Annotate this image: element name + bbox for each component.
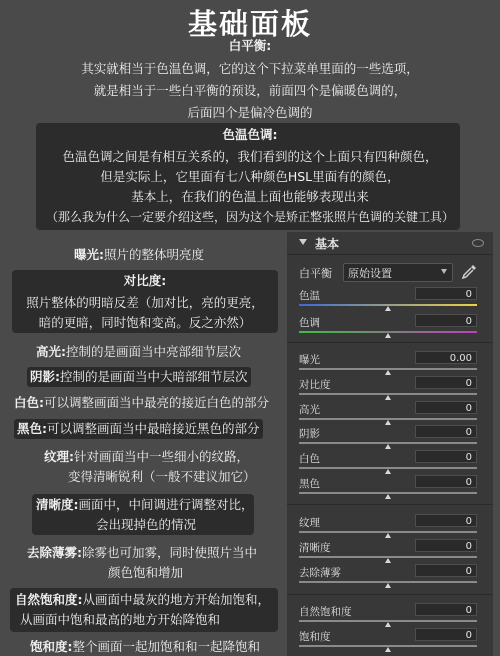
highlights-slider-thumb[interactable]	[385, 420, 391, 425]
contrast-slider-thumb[interactable]	[385, 395, 391, 400]
contrast-label: 对比度:	[123, 273, 167, 288]
texture-value-input[interactable]: 0	[415, 514, 477, 527]
whites-label: 白色:	[14, 395, 44, 410]
clarity-text: 画面中，中间调进行调整对比，	[78, 497, 254, 512]
panel-divider	[287, 342, 493, 343]
blacks-text: 可以调整画面当中最暗接近黑色的部分	[47, 421, 260, 436]
vibrance-slider-label: 自然饱和度	[299, 606, 352, 618]
highlights-value-input[interactable]: 0	[415, 401, 477, 414]
shadows-value-input[interactable]: 0	[415, 425, 477, 438]
blacks-slider-thumb[interactable]	[385, 494, 391, 499]
whites-slider-thumb[interactable]	[385, 469, 391, 474]
blacks-value-input[interactable]: 0	[415, 475, 477, 488]
vibrance-label: 自然饱和度:	[15, 592, 83, 607]
dehaze-slider-label: 去除薄雾	[299, 567, 341, 579]
clarity-value-input[interactable]: 0	[415, 539, 477, 552]
texture-slider-thumb[interactable]	[385, 533, 391, 538]
eyedropper-icon[interactable]	[459, 262, 479, 282]
shadows-slider-thumb[interactable]	[385, 444, 391, 449]
wb-line: 就是相当于一些白平衡的预设，前面四个是偏暖色调的，	[93, 83, 407, 98]
vibrance-text: 从画面中最灰的地方开始加饱和，	[82, 592, 271, 607]
vibrance-explanation	[15, 591, 270, 609]
exposure-value-input[interactable]: 0.00	[415, 351, 477, 364]
temp-tint-line: （那么我为什么一定要介绍这些，因为这个是矫正整张照片色调的关键工具）	[45, 210, 454, 224]
saturation-text: 整个画面一起加饱和和一起降饱和	[72, 639, 261, 654]
saturation-label: 饱和度:	[30, 639, 73, 654]
chevron-down-icon	[441, 269, 447, 274]
clarity-label: 清晰度:	[36, 497, 79, 512]
blacks-explanation	[14, 419, 263, 439]
wb-line: 其实就相当于色温色调，它的这个下拉菜单里面的一些选项，	[81, 61, 419, 76]
temperature-value-input[interactable]: 0	[415, 287, 477, 300]
highlights-text: 控制的是画面当中亮部细节层次	[66, 344, 242, 359]
exposure-label: 曝光:	[74, 247, 104, 262]
texture-text-2: 变得清晰锐利（一般不建议加它）	[68, 469, 256, 484]
tint-value-input[interactable]: 0	[415, 314, 477, 327]
saturation-explanation	[30, 638, 260, 656]
exposure-text: 照片的整体明亮度	[104, 247, 205, 262]
exposure-explanation	[74, 246, 204, 264]
basic-panel	[287, 232, 493, 656]
contrast-value-input[interactable]: 0	[415, 376, 477, 389]
contrast-line: 暗的更暗，同时饱和变高。反之亦然）	[38, 315, 252, 330]
clarity-slider-label: 清晰度	[299, 542, 331, 554]
texture-slider-label: 纹理	[299, 517, 320, 529]
contrast-line: 照片整体的明暗反差（加对比，亮的更亮，	[26, 295, 264, 310]
whites-text: 可以调整画面当中最亮的接近白色的部分	[44, 395, 270, 410]
temperature-slider-thumb[interactable]	[385, 306, 391, 311]
clarity-text-2: 会出现掉色的情况	[96, 517, 197, 532]
panel-divider	[287, 504, 493, 505]
highlights-explanation	[36, 343, 241, 361]
eye-icon[interactable]	[472, 239, 484, 247]
exposure-slider-label: 曝光	[299, 354, 320, 366]
shadows-explanation	[27, 367, 251, 387]
saturation-slider-label: 饱和度	[299, 631, 331, 643]
tint-slider-label: 色调	[299, 317, 320, 329]
wb-heading: 白平衡:	[228, 38, 272, 53]
shadows-text: 控制的是画面当中大暗部细节层次	[60, 369, 248, 384]
texture-explanation	[44, 448, 249, 466]
vibrance-slider-thumb[interactable]	[385, 622, 391, 627]
blacks-slider-label: 黑色	[299, 478, 320, 490]
highlights-label: 高光:	[36, 344, 66, 359]
temp-tint-line: 基本上，在我们的色温上面也能够表现出来	[131, 189, 369, 204]
dehaze-slider-thumb[interactable]	[385, 583, 391, 588]
saturation-value-input[interactable]: 0	[415, 628, 477, 641]
clarity-explanation	[36, 496, 254, 514]
vibrance-text-2: 从画面中饱和最高的地方开始降饱和	[20, 612, 221, 627]
highlights-slider-label: 高光	[299, 404, 320, 416]
dehaze-text-2: 颜色饱和增加	[108, 565, 184, 580]
wb-preset-value: 原始设置	[348, 267, 392, 280]
temperature-slider-label: 色温	[299, 290, 320, 302]
dehaze-label: 去除薄雾:	[27, 545, 82, 560]
vibrance-value-input[interactable]: 0	[415, 603, 477, 616]
texture-text: 针对画面当中一些细小的纹路，	[74, 449, 250, 464]
panel-divider	[287, 594, 493, 595]
dehaze-value-input[interactable]: 0	[415, 564, 477, 577]
wb-label: 白平衡	[299, 267, 332, 280]
clarity-slider-thumb[interactable]	[385, 558, 391, 563]
shadows-slider-label: 阴影	[299, 428, 320, 440]
dehaze-text: 除雾也可加雾，同时使照片当中	[82, 545, 258, 560]
contrast-slider-label: 对比度	[299, 379, 331, 391]
panel-header-label: 基本	[315, 237, 340, 251]
page-title: 基础面板	[187, 7, 312, 41]
wb-line: 后面四个是偏冷色调的	[187, 105, 313, 120]
saturation-slider-thumb[interactable]	[385, 647, 391, 652]
panel-header[interactable]	[287, 232, 493, 255]
whites-slider-label: 白色	[299, 453, 320, 465]
shadows-label: 阴影:	[30, 369, 60, 384]
dehaze-explanation	[27, 544, 257, 562]
whites-explanation	[14, 394, 269, 412]
blacks-label: 黑色:	[17, 421, 47, 436]
chevron-down-icon[interactable]	[299, 239, 307, 245]
tint-slider-thumb[interactable]	[385, 333, 391, 338]
wb-preset-select[interactable]	[343, 263, 453, 282]
temp-tint-line: 但是实际上，它里面有七八种颜色HSL里面有的颜色，	[100, 169, 400, 184]
temp-tint-heading: 色温色调:	[222, 127, 278, 142]
temp-tint-line: 色温色调之间是有相互关系的，我们看到的这个上面只有四种颜色，	[62, 149, 438, 164]
whites-value-input[interactable]: 0	[415, 450, 477, 463]
texture-label: 纹理:	[44, 449, 74, 464]
exposure-slider-thumb[interactable]	[385, 370, 391, 375]
